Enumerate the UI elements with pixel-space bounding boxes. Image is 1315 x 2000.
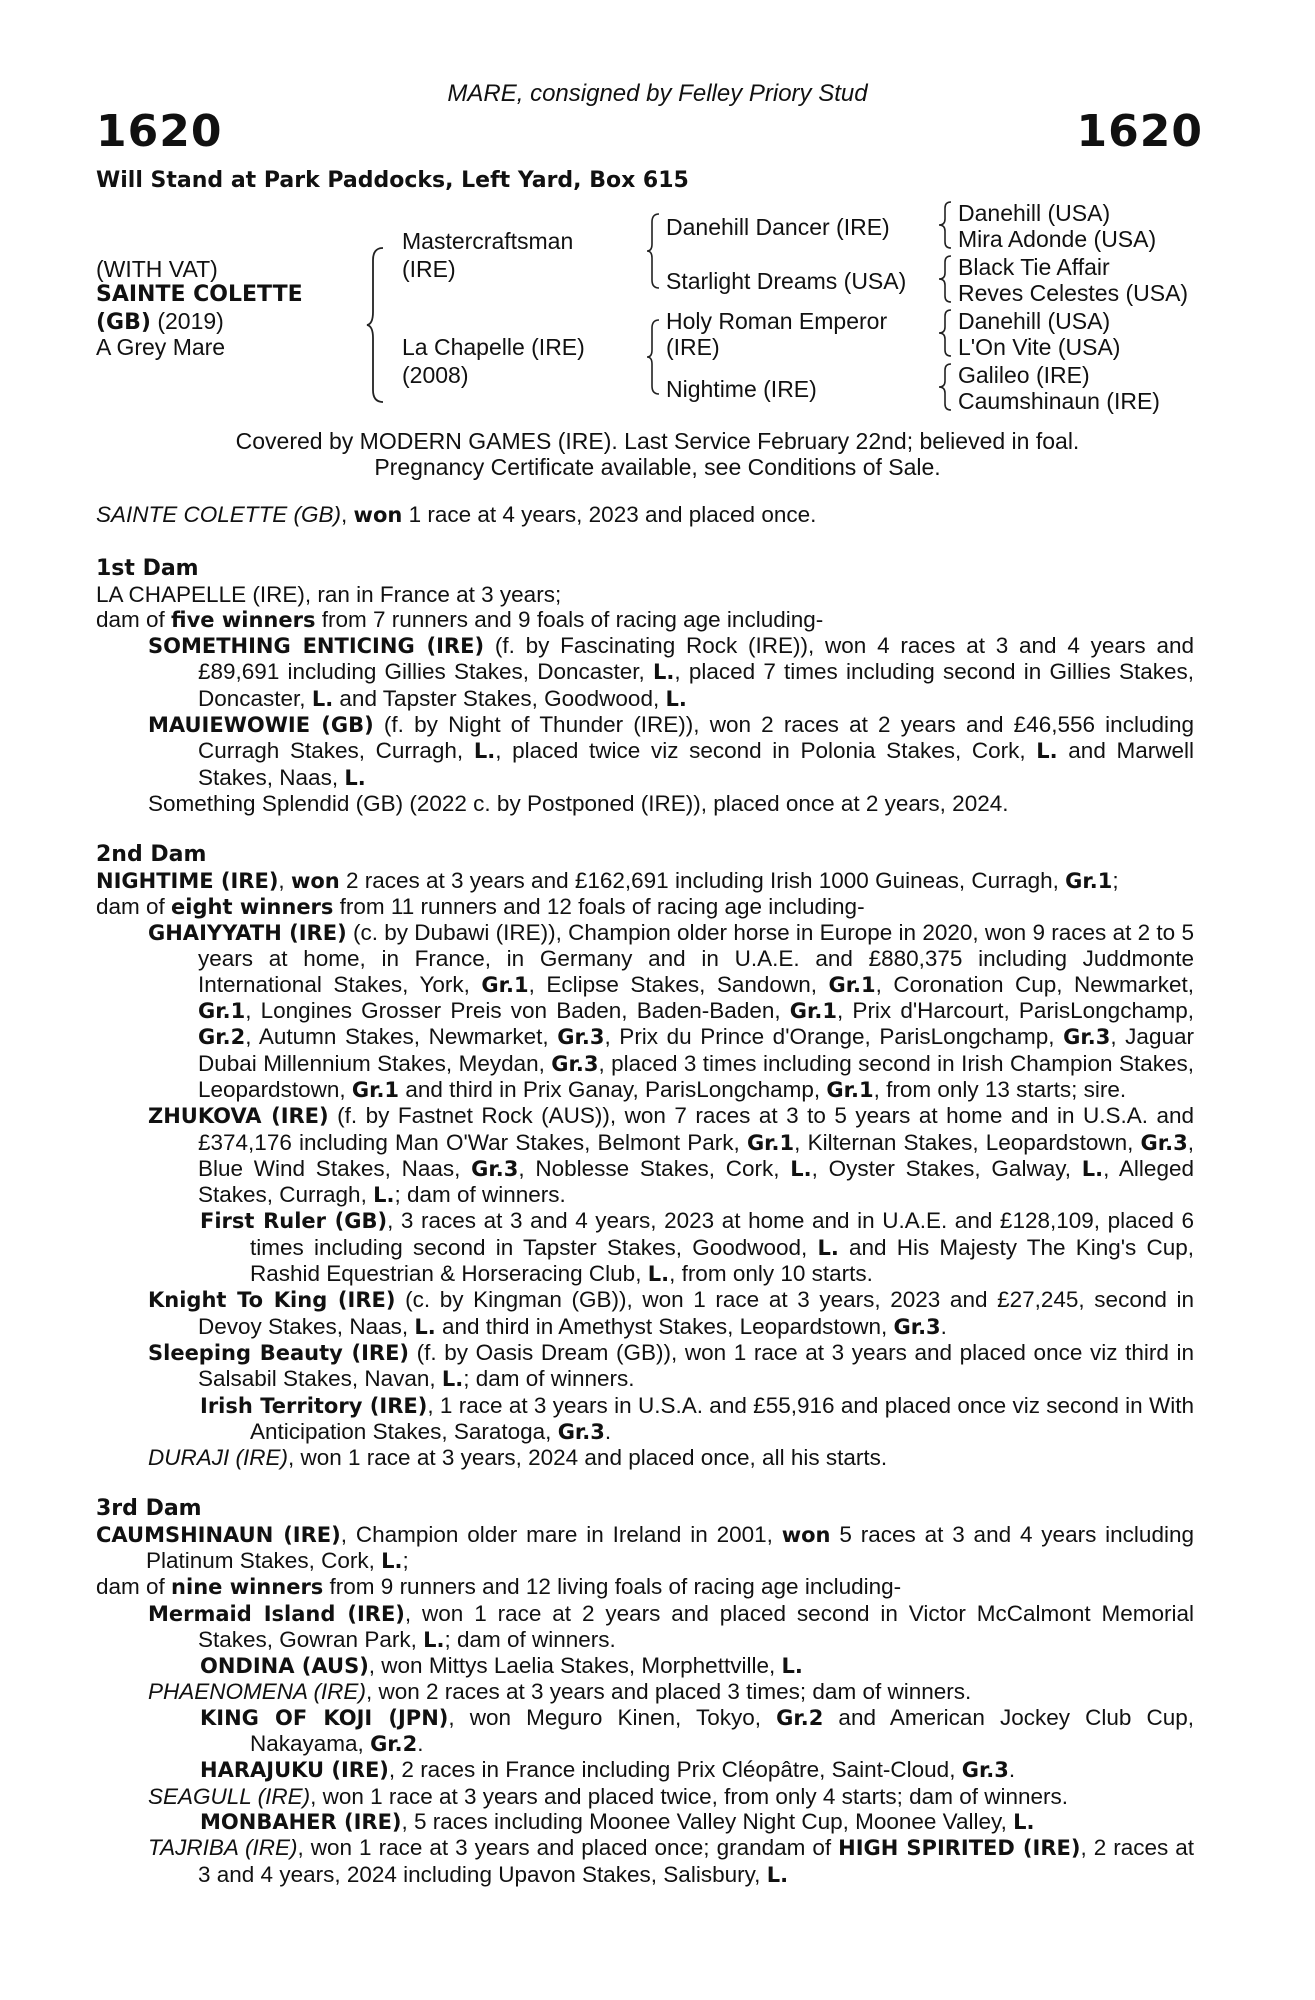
text: and American Jockey Club Cup, Nakayama, bbox=[250, 1704, 1194, 1757]
second-dam-heading: 2nd Dam bbox=[96, 842, 207, 868]
horse-name: Sleeping Beauty (IRE) bbox=[148, 1340, 410, 1365]
sire-name-line2: (IRE) bbox=[402, 256, 456, 282]
winners-count: five winners bbox=[171, 607, 316, 632]
text: , 3 races at 3 and 4 years, 2023 at home and in U.A.E. and £128,109, placed 6 times including second in Tapster Stakes, Goodwood, bbox=[250, 1208, 1195, 1260]
text: , Longines Grosser Preis von Baden, Baden-Baden, bbox=[245, 998, 790, 1024]
pedigree-brace-dd bbox=[936, 362, 956, 412]
second-dam-produce bbox=[96, 894, 1194, 920]
text: , Kilternan Stakes, Leopardstown, bbox=[794, 1129, 1141, 1155]
text: . bbox=[417, 1731, 424, 1757]
horse-name: ZHUKOVA (IRE) bbox=[148, 1104, 329, 1129]
won-marker: won bbox=[781, 1522, 831, 1547]
text: , from only 13 starts; sire. bbox=[873, 1076, 1127, 1102]
text: , Eclipse Stakes, Sandown, bbox=[528, 971, 829, 997]
text: , won 1 race at 3 years, 2024 and placed once, all his starts. bbox=[288, 1445, 888, 1471]
text: , Prix d'Harcourt, ParisLongchamp, bbox=[837, 998, 1194, 1024]
horse-name: Mermaid Island (IRE) bbox=[148, 1601, 405, 1626]
text: , Blue Wind Stakes, Naas, bbox=[198, 1129, 1194, 1181]
text: . bbox=[604, 1418, 612, 1444]
winners-count: eight winners bbox=[171, 894, 334, 919]
text: , 2 races in France including Prix Cléopâtre, Saint-Cloud, bbox=[388, 1757, 962, 1783]
text: from 7 runners and 9 foals of racing age including- bbox=[315, 606, 824, 632]
dds: Galileo (IRE) bbox=[958, 362, 1090, 388]
summary-line: SAINTE COLETTE (GB), won 1 race at 4 years, 2023 and placed once. bbox=[96, 502, 817, 527]
group-marker: Gr.1 bbox=[828, 972, 876, 997]
text: 2 races at 3 years and £162,691 including Irish 1000 Guineas, Curragh, bbox=[339, 867, 1066, 893]
text: . bbox=[940, 1313, 947, 1339]
third-dam-line bbox=[96, 1522, 1194, 1575]
lot-number-left: 1620 bbox=[96, 106, 223, 157]
text: , bbox=[278, 867, 291, 893]
horse-description: A Grey Mare bbox=[96, 334, 226, 360]
text: ; dam of winners. bbox=[394, 1182, 566, 1208]
text: , won 1 race at 2 years and placed second in Victor McCalmont Memorial Stakes, Gowran Park, bbox=[198, 1600, 1194, 1652]
sire-name-line1: Mastercraftsman bbox=[402, 228, 574, 254]
text: , 5 races including Moonee Valley Night Cup, Moonee Valley, bbox=[401, 1808, 1014, 1834]
produce-entry: Something Splendid (GB) (2022 c. by Postponed (IRE)), placed once at 2 years, 2024. bbox=[148, 790, 1009, 816]
horse-name: PHAENOMENA (IRE) bbox=[148, 1679, 366, 1705]
produce-entry bbox=[96, 1340, 1194, 1393]
group-marker: Gr.3 bbox=[893, 1314, 941, 1339]
text: ; bbox=[1112, 867, 1119, 893]
text: , 1 race at 3 years in U.S.A. and £55,916 and placed once viz second in With Anticipation Stakes, Saratoga, bbox=[250, 1392, 1195, 1444]
dam-name-line1: La Chapelle (IRE) bbox=[402, 334, 585, 360]
text: dam of bbox=[96, 606, 172, 632]
produce-entry-gen2 bbox=[96, 1757, 1194, 1783]
ssd: Mira Adonde (USA) bbox=[958, 226, 1157, 252]
text: and Marwell Stakes, Naas, bbox=[198, 738, 1194, 790]
listed-marker: L. bbox=[441, 1367, 464, 1392]
listed-marker: L. bbox=[311, 686, 334, 711]
produce-entry bbox=[96, 1601, 1194, 1654]
horse-name: First Ruler (GB) bbox=[200, 1209, 388, 1234]
group-marker: Gr.3 bbox=[557, 1419, 605, 1444]
listed-marker: L. bbox=[1081, 1156, 1104, 1181]
first-dam-produce bbox=[96, 607, 1194, 633]
produce-entry-gen2 bbox=[96, 1653, 1194, 1679]
catalogue-body bbox=[96, 502, 1194, 1888]
dsd: L'On Vite (USA) bbox=[958, 334, 1121, 360]
horse-name: CAUMSHINAUN (IRE) bbox=[96, 1522, 341, 1547]
horse-origin-year bbox=[96, 308, 224, 336]
listed-marker: L. bbox=[790, 1156, 812, 1181]
text: , 2 races at 3 and 4 years, 2024 including Upavon Stakes, Salisbury, bbox=[198, 1835, 1195, 1887]
third-dam-produce bbox=[96, 1574, 1194, 1600]
horse-name: SAINTE COLETTE bbox=[96, 282, 303, 307]
text: . bbox=[1008, 1757, 1016, 1783]
group-marker: Gr.1 bbox=[351, 1077, 400, 1102]
text: 5 races at 3 and 4 years including Platinum Stakes, Cork, bbox=[146, 1521, 1194, 1573]
listed-marker: L. bbox=[653, 660, 675, 685]
horse-name: HIGH SPIRITED (IRE) bbox=[838, 1836, 1081, 1861]
horse-name: MAUIEWOWIE (GB) bbox=[148, 713, 374, 738]
text: (c. by Dubawi (IRE)), Champion older horse in Europe in 2020, won 9 races at 2 to 5 years at home, in France, in Germany and in U.A.E. and £880,375 including Juddmonte International Stakes, York, bbox=[198, 920, 1194, 997]
text: , Prix du Prince d'Orange, ParisLongchamp, bbox=[604, 1024, 1064, 1050]
text: , Noblesse Stakes, Cork, bbox=[518, 1155, 791, 1181]
first-dam-heading: 1st Dam bbox=[96, 556, 199, 582]
summary-rest: 1 race at 4 years, 2023 and placed once. bbox=[402, 502, 817, 527]
group-marker: Gr.3 bbox=[551, 1051, 599, 1076]
group-marker: Gr.1 bbox=[198, 999, 246, 1024]
ddd: Caumshinaun (IRE) bbox=[958, 388, 1160, 414]
consignor-line: MARE, consigned by Felley Priory Stud bbox=[447, 80, 868, 107]
lot-number-right: 1620 bbox=[1076, 106, 1203, 157]
text: (f. by Night of Thunder (IRE)), won 2 races at 2 years and £46,556 including Curragh Stakes, Curragh, bbox=[198, 712, 1194, 764]
group-marker: Gr.3 bbox=[1063, 1025, 1111, 1050]
dam-sire-line2: (IRE) bbox=[666, 334, 720, 360]
group-marker: Gr.3 bbox=[1140, 1130, 1188, 1155]
horse-name: MONBAHER (IRE) bbox=[200, 1809, 402, 1834]
text: , placed 7 times including second in Gillies Stakes, Doncaster, bbox=[198, 659, 1194, 711]
horse-name: KING OF KOJI (JPN) bbox=[200, 1705, 449, 1730]
sss: Danehill (USA) bbox=[958, 200, 1111, 226]
sdd: Reves Celestes (USA) bbox=[958, 280, 1189, 306]
text: dam of bbox=[96, 893, 172, 919]
text: , won 1 race at 3 years and placed once; grandam of bbox=[297, 1835, 839, 1861]
group-marker: Gr.2 bbox=[370, 1732, 418, 1757]
text: , won 2 races at 3 years and placed 3 times; dam of winners. bbox=[365, 1679, 972, 1705]
listed-marker: L. bbox=[414, 1314, 436, 1339]
listed-marker: L. bbox=[766, 1862, 789, 1887]
dam-sire-line1: Holy Roman Emperor bbox=[666, 308, 888, 334]
horse-name: Irish Territory (IRE) bbox=[200, 1393, 428, 1418]
dam-name-line2: (2008) bbox=[402, 362, 469, 388]
text: from 11 runners and 12 foals of racing age including- bbox=[333, 893, 865, 919]
covered-line2: Pregnancy Certificate available, see Conditions of Sale. bbox=[374, 454, 941, 480]
produce-entry bbox=[96, 920, 1194, 1103]
dam-dam: Nightime (IRE) bbox=[666, 376, 817, 402]
pedigree-brace-main bbox=[365, 246, 389, 404]
listed-marker: L. bbox=[781, 1654, 803, 1679]
produce-entry-gen2 bbox=[96, 1393, 1194, 1446]
text: ; dam of winners. bbox=[444, 1626, 616, 1652]
horse-year: (2019) bbox=[150, 308, 224, 334]
summary-won: won bbox=[353, 503, 403, 527]
listed-marker: L. bbox=[344, 765, 366, 790]
text: ; dam of winners. bbox=[463, 1366, 635, 1392]
text: , from only 10 starts. bbox=[669, 1261, 873, 1287]
pedigree-brace-sd bbox=[936, 254, 956, 304]
summary-horse: SAINTE COLETTE (GB) bbox=[96, 502, 342, 527]
pedigree-brace-ds bbox=[936, 308, 956, 358]
pedigree-brace-sire bbox=[645, 212, 663, 290]
horse-origin: (GB) bbox=[96, 310, 151, 335]
first-dam-line: LA CHAPELLE (IRE), ran in France at 3 years; bbox=[96, 581, 562, 607]
text: , won 1 race at 3 years and placed twice, from only 4 starts; dam of winners. bbox=[310, 1783, 1068, 1809]
text: and His Majesty The King's Cup, Rashid Equestrian & Horseracing Club, bbox=[250, 1234, 1194, 1287]
group-marker: Gr.1 bbox=[481, 972, 529, 997]
produce-entry bbox=[96, 1445, 1194, 1470]
produce-entry-gen2 bbox=[96, 1705, 1194, 1758]
horse-name: HARAJUKU (IRE) bbox=[200, 1758, 389, 1783]
text: (f. by Fastnet Rock (AUS)), won 7 races at 3 to 5 years at home and in U.S.A. and £374,176 including Man O'War Stakes, Belmont Park, bbox=[198, 1103, 1194, 1155]
text: ; bbox=[402, 1547, 409, 1573]
text: from 9 runners and 12 living foals of racing age including- bbox=[323, 1574, 902, 1600]
horse-name: Knight To King (IRE) bbox=[148, 1288, 396, 1313]
text: , Champion older mare in Ireland in 2001, bbox=[340, 1521, 782, 1547]
text: , Autumn Stakes, Newmarket, bbox=[245, 1024, 558, 1050]
text: , Alleged Stakes, Curragh, bbox=[198, 1155, 1194, 1208]
text: dam of bbox=[96, 1574, 172, 1600]
vat-note: (WITH VAT) bbox=[96, 256, 218, 282]
listed-marker: L. bbox=[381, 1548, 403, 1573]
third-dam-heading: 3rd Dam bbox=[96, 1496, 202, 1522]
listed-marker: L. bbox=[647, 1262, 670, 1287]
horse-name: ONDINA (AUS) bbox=[200, 1654, 369, 1679]
sire-sire: Danehill Dancer (IRE) bbox=[666, 214, 890, 240]
produce-entry-gen2 bbox=[96, 1809, 1194, 1835]
text: , Oyster Stakes, Galway, bbox=[811, 1155, 1082, 1181]
dss: Danehill (USA) bbox=[958, 308, 1111, 334]
produce-entry bbox=[96, 1103, 1194, 1208]
stabling-location: Will Stand at Park Paddocks, Left Yard, Box 615 bbox=[96, 168, 689, 193]
text: , won Meguro Kinen, Tokyo, bbox=[448, 1704, 777, 1730]
produce-entry bbox=[96, 1784, 1194, 1809]
listed-marker: L. bbox=[473, 739, 496, 764]
text: and third in Amethyst Stakes, Leopardstown, bbox=[435, 1313, 894, 1339]
text: , Jaguar Dubai Millennium Stakes, Meydan, bbox=[198, 1024, 1194, 1076]
text: (f. by Fascinating Rock (IRE)), won 4 races at 3 and 4 years and £89,691 including Gillies Stakes, Doncaster, bbox=[198, 633, 1194, 685]
horse-name: TAJRIBA (IRE) bbox=[148, 1835, 298, 1861]
listed-marker: L. bbox=[423, 1627, 445, 1652]
won-marker: won bbox=[290, 868, 340, 893]
sds: Black Tie Affair bbox=[958, 254, 1110, 280]
group-marker: Gr.2 bbox=[776, 1705, 824, 1730]
listed-marker: L. bbox=[1036, 739, 1058, 764]
text: , won Mittys Laelia Stakes, Morphettville, bbox=[368, 1653, 782, 1679]
produce-entry bbox=[96, 633, 1194, 712]
text: , placed twice viz second in Polonia Stakes, Cork, bbox=[495, 738, 1037, 764]
group-marker: Gr.3 bbox=[557, 1025, 605, 1050]
produce-entry bbox=[96, 1287, 1194, 1340]
second-dam-line bbox=[96, 868, 1194, 894]
group-marker: Gr.3 bbox=[471, 1156, 519, 1181]
horse-name: SEAGULL (IRE) bbox=[148, 1783, 311, 1809]
text: , placed 3 times including second in Irish Champion Stakes, Leopardstown, bbox=[198, 1050, 1194, 1102]
group-marker: Gr.2 bbox=[198, 1025, 246, 1050]
sire-dam: Starlight Dreams (USA) bbox=[666, 268, 907, 294]
produce-entry-gen2 bbox=[96, 1208, 1194, 1287]
produce-entry bbox=[96, 1679, 1194, 1704]
text: (c. by Kingman (GB)), won 1 race at 3 years, 2023 and £27,245, second in Devoy Stakes, Naas, bbox=[198, 1287, 1194, 1339]
text: , Coronation Cup, Newmarket, bbox=[875, 971, 1194, 997]
text: and Tapster Stakes, Goodwood, bbox=[333, 685, 666, 711]
horse-name: DURAJI (IRE) bbox=[148, 1445, 288, 1471]
group-marker: Gr.1 bbox=[746, 1130, 795, 1155]
winners-count: nine winners bbox=[171, 1575, 324, 1600]
listed-marker: L. bbox=[373, 1183, 395, 1208]
produce-entry bbox=[96, 1835, 1194, 1888]
text: and third in Prix Ganay, ParisLongchamp, bbox=[399, 1076, 827, 1102]
produce-entry bbox=[96, 712, 1194, 791]
horse-name: SOMETHING ENTICING (IRE) bbox=[148, 634, 485, 659]
listed-marker: L. bbox=[665, 686, 687, 711]
listed-marker: L. bbox=[817, 1235, 839, 1260]
pedigree-brace-dam bbox=[645, 318, 663, 396]
covered-line1: Covered by MODERN GAMES (IRE). Last Service February 22nd; believed in foal. bbox=[235, 428, 1080, 454]
horse-name: NIGHTIME (IRE) bbox=[96, 868, 279, 893]
listed-marker: L. bbox=[1013, 1809, 1035, 1834]
group-marker: Gr.1 bbox=[789, 999, 837, 1024]
pedigree-brace-ss bbox=[936, 200, 956, 250]
group-marker: Gr.1 bbox=[826, 1077, 874, 1102]
group-marker: Gr.1 bbox=[1065, 868, 1113, 893]
group-marker: Gr.3 bbox=[961, 1758, 1009, 1783]
text: (f. by Oasis Dream (GB)), won 1 race at 3 years and placed once viz third in Salsabil Stakes, Navan, bbox=[198, 1339, 1195, 1392]
horse-name: GHAIYYATH (IRE) bbox=[148, 921, 347, 946]
